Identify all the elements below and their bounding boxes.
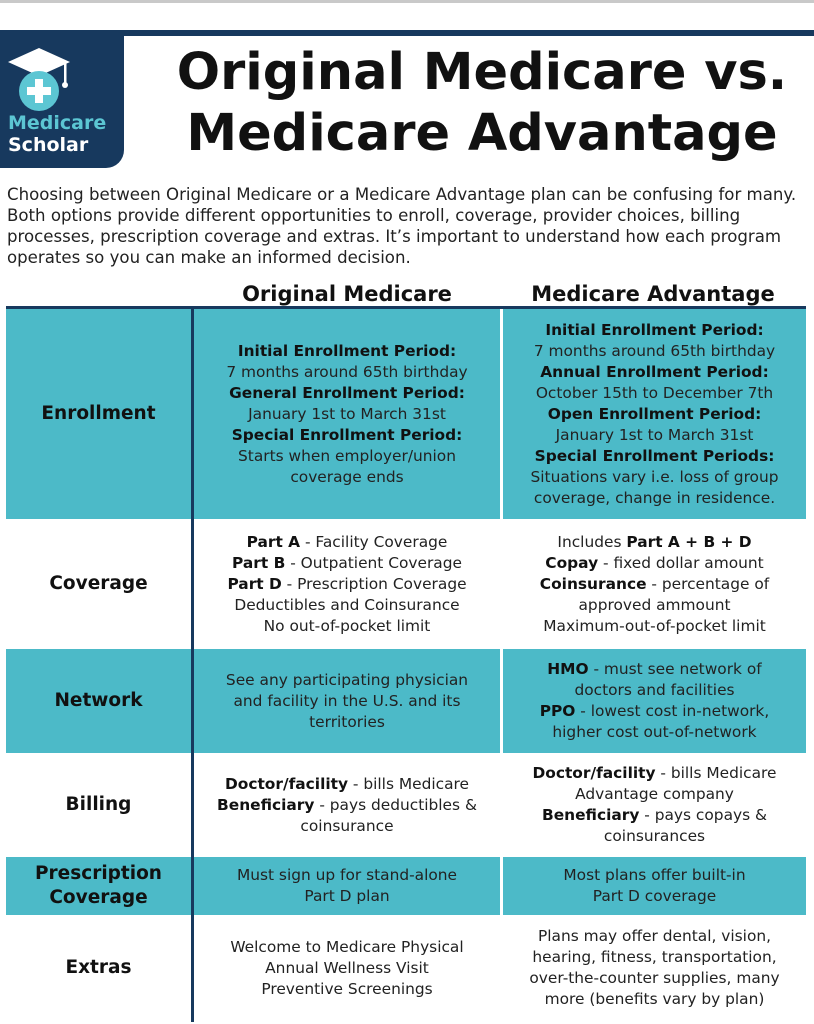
prescription-advantage-line-1: Most plans offer built-in bbox=[563, 866, 746, 884]
extras-advantage-line-4: more (benefits vary by plan) bbox=[544, 990, 765, 1008]
extras-advantage bbox=[503, 918, 806, 1018]
part-a-line: Part A - Facility Coverage bbox=[246, 532, 448, 551]
includes-line: Includes Part A + B + D bbox=[557, 532, 752, 551]
ppo-line: PPO - lowest cost in-network, bbox=[539, 702, 770, 720]
enrollment-original bbox=[194, 309, 500, 519]
sep-text-2: coverage ends bbox=[290, 467, 404, 486]
extras-advantage-line-3: over-the-counter supplies, many bbox=[529, 969, 780, 987]
iep-text: 7 months around 65th birthday bbox=[226, 362, 468, 381]
doctor-line-2: Advantage company bbox=[575, 785, 734, 803]
iep-title: Initial Enrollment Period: bbox=[237, 341, 457, 360]
beneficiary-line-2: coinsurance bbox=[300, 816, 394, 835]
beneficiary-line: Beneficiary - pays deductibles & bbox=[217, 795, 477, 814]
row-label-enrollment: Enrollment bbox=[6, 309, 191, 519]
hmo-line-2: doctors and facilities bbox=[574, 681, 735, 699]
beneficiary-line: Beneficiary - pays copays & bbox=[541, 806, 768, 824]
prescription-original bbox=[194, 857, 500, 915]
beneficiary-line-2: coinsurances bbox=[603, 827, 706, 845]
row-extras bbox=[6, 918, 806, 1018]
oep-title: Open Enrollment Period: bbox=[547, 404, 762, 423]
logo-text-medicare: Medicare bbox=[8, 112, 107, 134]
column-header-advantage: Medicare Advantage bbox=[531, 282, 775, 306]
row-enrollment bbox=[6, 309, 806, 519]
logo-text-scholar: Scholar bbox=[8, 134, 89, 156]
extras-original-line-3: Preventive Screenings bbox=[261, 979, 433, 998]
sep-title: Special Enrollment Periods: bbox=[534, 446, 775, 465]
sep-title: Special Enrollment Period: bbox=[231, 425, 463, 444]
sep-text-2: coverage, change in residence. bbox=[533, 488, 776, 507]
gep-text: January 1st to March 31st bbox=[248, 404, 446, 423]
row-label-billing: Billing bbox=[65, 794, 132, 815]
hmo-line: HMO - must see network of bbox=[547, 660, 762, 678]
sep-text-1: Starts when employer/union bbox=[238, 446, 456, 465]
column-header-original: Original Medicare bbox=[242, 282, 452, 306]
max-oop-line: Maximum-out-of-pocket limit bbox=[543, 616, 766, 635]
row-network bbox=[6, 649, 806, 753]
prescription-label-line-2: Coverage bbox=[49, 887, 148, 908]
row-label-network: Network bbox=[6, 649, 191, 753]
prescription-advantage bbox=[503, 857, 806, 915]
extras-advantage-line-2: hearing, fitness, transportation, bbox=[532, 948, 777, 966]
iep-text: 7 months around 65th birthday bbox=[533, 341, 776, 360]
coverage-advantage bbox=[503, 522, 806, 646]
billing-advantage bbox=[503, 756, 806, 854]
row-label-prescription bbox=[6, 857, 191, 915]
logo bbox=[0, 30, 124, 168]
oop-line: No out-of-pocket limit bbox=[263, 616, 431, 635]
aep-title: Annual Enrollment Period: bbox=[540, 362, 769, 381]
network-original-line-1: See any participating physician bbox=[225, 670, 469, 689]
network-original bbox=[194, 649, 500, 753]
row-billing bbox=[6, 756, 806, 854]
network-original-line-2: and facility in the U.S. and its bbox=[233, 691, 461, 710]
network-original-line-3: territories bbox=[309, 712, 385, 731]
approved-amount-line: approved ammount bbox=[578, 595, 731, 614]
copay-line: Copay - fixed dollar amount bbox=[545, 553, 764, 572]
prescription-advantage-line-2: Part D coverage bbox=[592, 887, 717, 905]
enrollment-advantage bbox=[503, 309, 806, 519]
network-advantage bbox=[503, 649, 806, 753]
header-rule bbox=[120, 30, 814, 36]
part-d-line: Part D - Prescription Coverage bbox=[227, 574, 467, 593]
billing-original bbox=[194, 756, 500, 854]
row-label-coverage: Coverage bbox=[49, 573, 148, 594]
title-line-1: Original Medicare vs. bbox=[176, 43, 788, 102]
doctor-line: Doctor/facility - bills Medicare bbox=[532, 764, 777, 782]
coverage-original bbox=[194, 522, 500, 646]
coinsurance-line: Coinsurance - percentage of bbox=[539, 574, 770, 593]
title-line-2: Medicare Advantage bbox=[186, 104, 778, 163]
iep-title: Initial Enrollment Period: bbox=[545, 320, 764, 339]
extras-original-line-2: Annual Wellness Visit bbox=[265, 958, 429, 977]
extras-original-line-1: Welcome to Medicare Physical bbox=[230, 937, 464, 956]
deductibles-line: Deductibles and Coinsurance bbox=[234, 595, 460, 614]
graduation-cap-cross-icon bbox=[6, 46, 72, 122]
doctor-line: Doctor/facility - bills Medicare bbox=[224, 774, 470, 793]
page-title bbox=[150, 42, 814, 164]
part-b-line: Part B - Outpatient Coverage bbox=[232, 553, 462, 572]
row-prescription bbox=[6, 857, 806, 915]
row-label-extras: Extras bbox=[65, 957, 132, 978]
oep-text: January 1st to March 31st bbox=[555, 425, 754, 444]
column-divider bbox=[191, 309, 194, 1022]
extras-original bbox=[194, 918, 500, 1018]
sep-text-1: Situations vary i.e. loss of group bbox=[530, 467, 779, 486]
aep-text: October 15th to December 7th bbox=[535, 383, 774, 402]
top-border bbox=[0, 0, 814, 3]
gep-title: General Enrollment Period: bbox=[229, 383, 465, 402]
prescription-original-line-1: Must sign up for stand-alone bbox=[236, 866, 458, 884]
prescription-original-line-2: Part D plan bbox=[304, 887, 390, 905]
extras-advantage-line-1: Plans may offer dental, vision, bbox=[537, 927, 772, 945]
intro-paragraph: Choosing between Original Medicare or a Medicare Advantage plan can be confusing for many. Both options provide different opportunities to enroll, coverage, provider choices, billing processes, prescription coverage and extras. It’s important to understand how each program operates so you can make an informed decision. bbox=[7, 185, 797, 267]
row-coverage bbox=[6, 522, 806, 646]
ppo-line-2: higher cost out-of-network bbox=[552, 723, 757, 741]
prescription-label-line-1: Prescription bbox=[35, 863, 162, 884]
